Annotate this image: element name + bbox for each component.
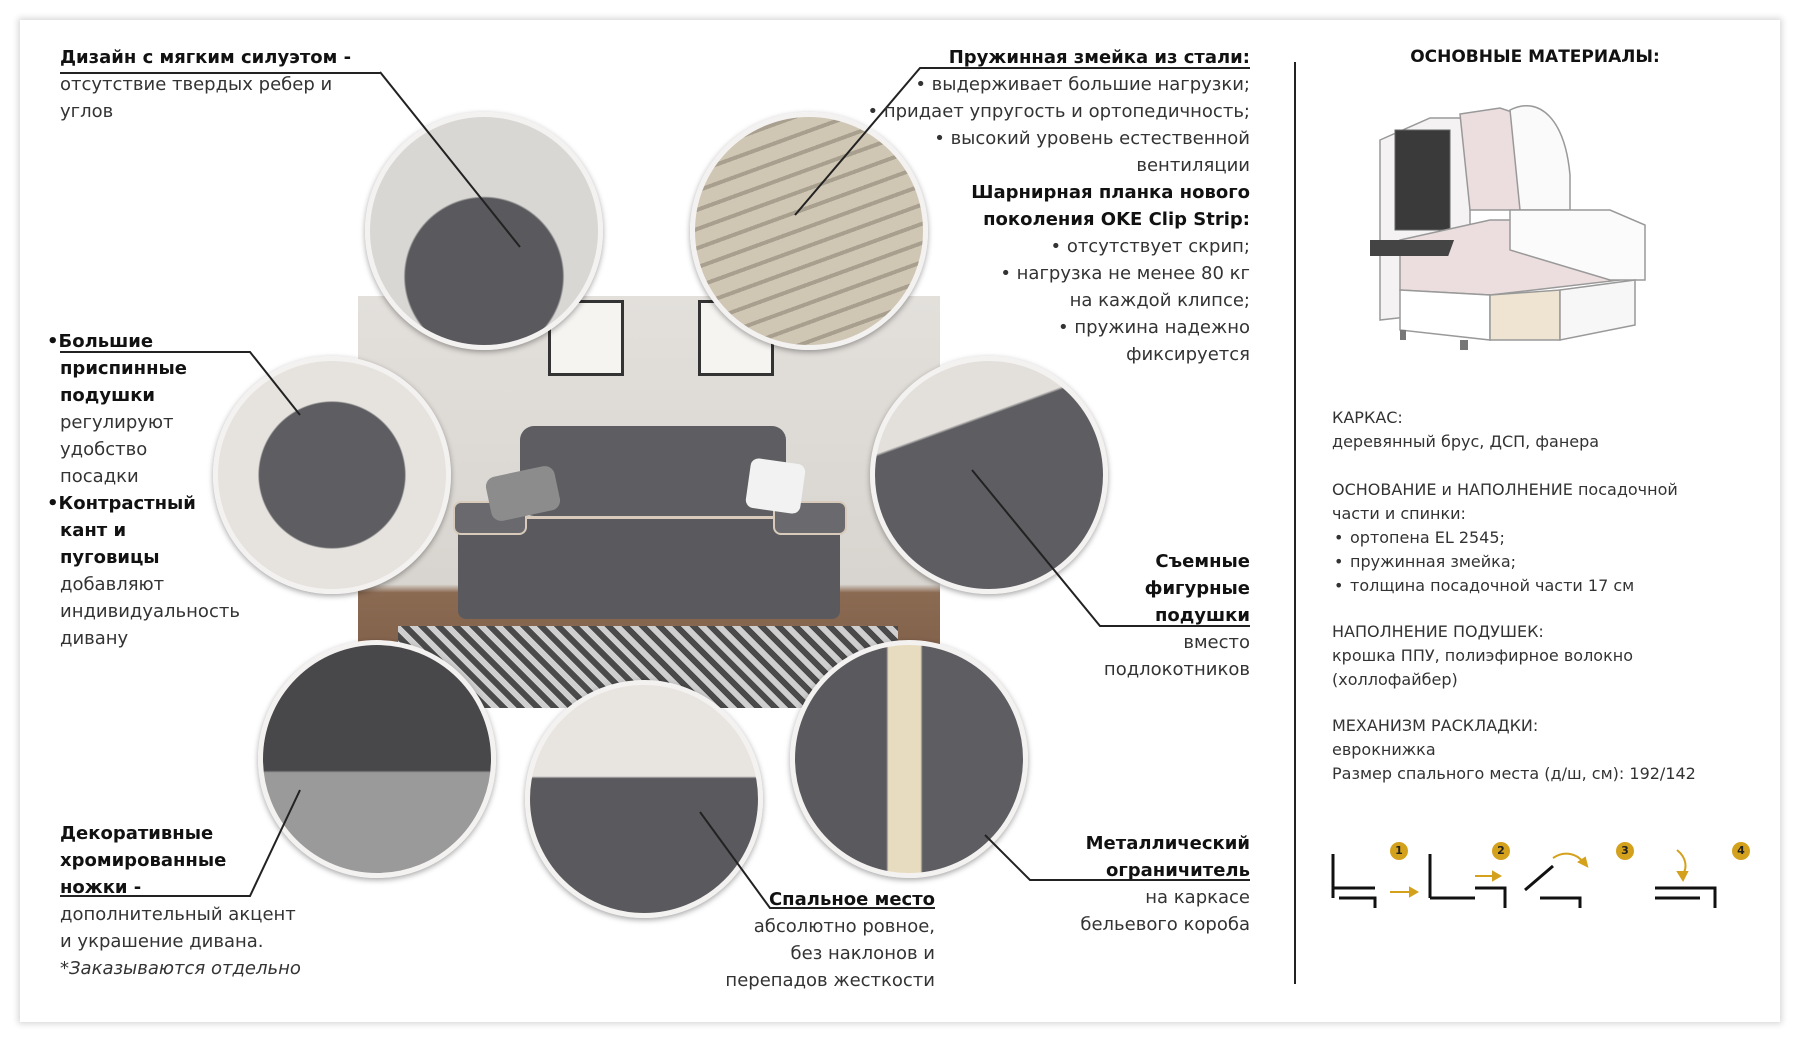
mechanism-heading: МЕХАНИЗМ РАСКЛАДКИ: bbox=[1332, 716, 1539, 735]
step-number: 1 bbox=[1390, 842, 1408, 860]
design-title: Дизайн с мягким силуэтом - bbox=[60, 47, 352, 68]
pillows-text-1b: удобство bbox=[60, 439, 148, 460]
removable-bold-2: фигурные bbox=[1144, 578, 1250, 599]
base-heading-cont: посадочной bbox=[1572, 480, 1678, 499]
legs-bold-3: ножки - bbox=[60, 877, 142, 898]
materials-title-wrap bbox=[1330, 44, 1740, 71]
removable-bold-1: Съемные bbox=[1155, 551, 1250, 572]
fill-text-1: крошка ППУ, полиэфирное волокно bbox=[1332, 646, 1634, 665]
pillows-text-1a: регулируют bbox=[60, 412, 174, 433]
sleep-bold: Спальное место bbox=[768, 889, 935, 910]
frame-heading: КАРКАС: bbox=[1332, 408, 1403, 427]
limiter-bold-1: Металлический bbox=[1085, 833, 1250, 854]
design-block bbox=[60, 44, 380, 125]
clip-title-2: поколения OKE Clip Strip: bbox=[983, 209, 1250, 230]
legs-note: *Заказываются отдельно bbox=[60, 958, 301, 979]
fill-heading: НАПОЛНЕНИЕ ПОДУШЕК: bbox=[1332, 622, 1544, 641]
pillows-block bbox=[47, 328, 247, 652]
pillows-bold-1: •Большие bbox=[47, 331, 154, 352]
base-item: • ортопена EL 2545; bbox=[1332, 526, 1752, 550]
clip-item-3: пружина надежно bbox=[1074, 317, 1250, 338]
sleep-block bbox=[700, 886, 935, 994]
sleep-text-2: без наклонов и bbox=[790, 943, 935, 964]
removable-text-1: вместо bbox=[1183, 632, 1250, 653]
pillows-bold-2c: пуговицы bbox=[60, 547, 160, 568]
spring-item-1: выдерживает большие нагрузки; bbox=[931, 74, 1250, 95]
base-items bbox=[1332, 526, 1752, 598]
sleeping-size: Размер спального места (д/ш, см): 192/142 bbox=[1332, 764, 1696, 783]
base-heading-line2: части и спинки: bbox=[1332, 504, 1466, 523]
legs-text-1: дополнительный акцент bbox=[60, 904, 296, 925]
step-number: 3 bbox=[1616, 842, 1634, 860]
sleep-text-1: абсолютно ровное, bbox=[753, 916, 935, 937]
limiter-text-2: бельевого короба bbox=[1080, 914, 1250, 935]
spring-title: Пружинная змейка из стали: bbox=[948, 47, 1250, 68]
sleep-text-3: перепадов жесткости bbox=[725, 970, 935, 991]
frame-text: деревянный брус, ДСП, фанера bbox=[1332, 432, 1600, 451]
base-heading: ОСНОВАНИЕ и НАПОЛНЕНИЕ bbox=[1332, 480, 1573, 499]
base-item: • толщина посадочной части 17 см bbox=[1332, 574, 1752, 598]
vertical-divider bbox=[1294, 62, 1296, 984]
design-line-2: углов bbox=[60, 101, 114, 122]
pillows-bold-1b: приспинные bbox=[60, 358, 188, 379]
clip-item-1: отсутствует скрип; bbox=[1066, 236, 1250, 257]
removable-text-2: подлокотников bbox=[1103, 659, 1250, 680]
limiter-text-1: на каркасе bbox=[1145, 887, 1250, 908]
bullet: • bbox=[915, 74, 932, 95]
bullet: • bbox=[867, 101, 884, 122]
base-item: • пружинная змейка; bbox=[1332, 550, 1752, 574]
spring-block bbox=[850, 44, 1250, 368]
pillows-text-2b: индивидуальность bbox=[60, 601, 240, 622]
bullet: • bbox=[1058, 317, 1075, 338]
limiter-block bbox=[1030, 830, 1250, 938]
legs-block bbox=[60, 820, 320, 982]
pillows-text-2c: дивану bbox=[60, 628, 129, 649]
spring-item-3-cont: вентиляции bbox=[1136, 155, 1250, 176]
pillows-bold-2: •Контрастный bbox=[47, 493, 196, 514]
bullet: • bbox=[47, 493, 59, 514]
materials-title: ОСНОВНЫЕ МАТЕРИАЛЫ: bbox=[1410, 47, 1660, 67]
removable-bold-3: подушки bbox=[1154, 605, 1250, 626]
clip-title-1: Шарнирная планка нового bbox=[971, 182, 1250, 203]
legs-bold-1: Декоративные bbox=[60, 823, 214, 844]
fill-text-2: (холлофайбер) bbox=[1332, 670, 1458, 689]
materials-list bbox=[1332, 406, 1752, 786]
pillows-text-1c: посадки bbox=[60, 466, 139, 487]
design-line-1: отсутствие твердых ребер и bbox=[60, 74, 333, 95]
clip-item-2: нагрузка не менее 80 кг bbox=[1016, 263, 1250, 284]
spring-item-2: придает упругость и ортопедичность; bbox=[883, 101, 1250, 122]
pillows-bold-1c: подушки bbox=[60, 385, 156, 406]
legs-bold-2: хромированные bbox=[60, 850, 227, 871]
pillows-text-2a: добавляют bbox=[60, 574, 165, 595]
pillows-bold-2b: кант и bbox=[60, 520, 127, 541]
limiter-bold-2: ограничитель bbox=[1105, 860, 1250, 881]
bullet: • bbox=[47, 331, 59, 352]
clip-item-3-cont: фиксируется bbox=[1126, 344, 1250, 365]
step-number: 2 bbox=[1492, 842, 1510, 860]
step-number: 4 bbox=[1732, 842, 1750, 860]
bullet: • bbox=[1000, 263, 1017, 284]
sofa-section-illustration bbox=[1370, 100, 1670, 350]
bullet: • bbox=[934, 128, 951, 149]
mechanism-text: еврокнижка bbox=[1332, 740, 1436, 759]
legs-text-2: и украшение дивана. bbox=[60, 931, 264, 952]
clip-item-2-cont: на каждой клипсе; bbox=[1069, 290, 1250, 311]
spring-item-3: высокий уровень естественной bbox=[950, 128, 1250, 149]
removable-block bbox=[1050, 548, 1250, 683]
bullet: • bbox=[1050, 236, 1067, 257]
